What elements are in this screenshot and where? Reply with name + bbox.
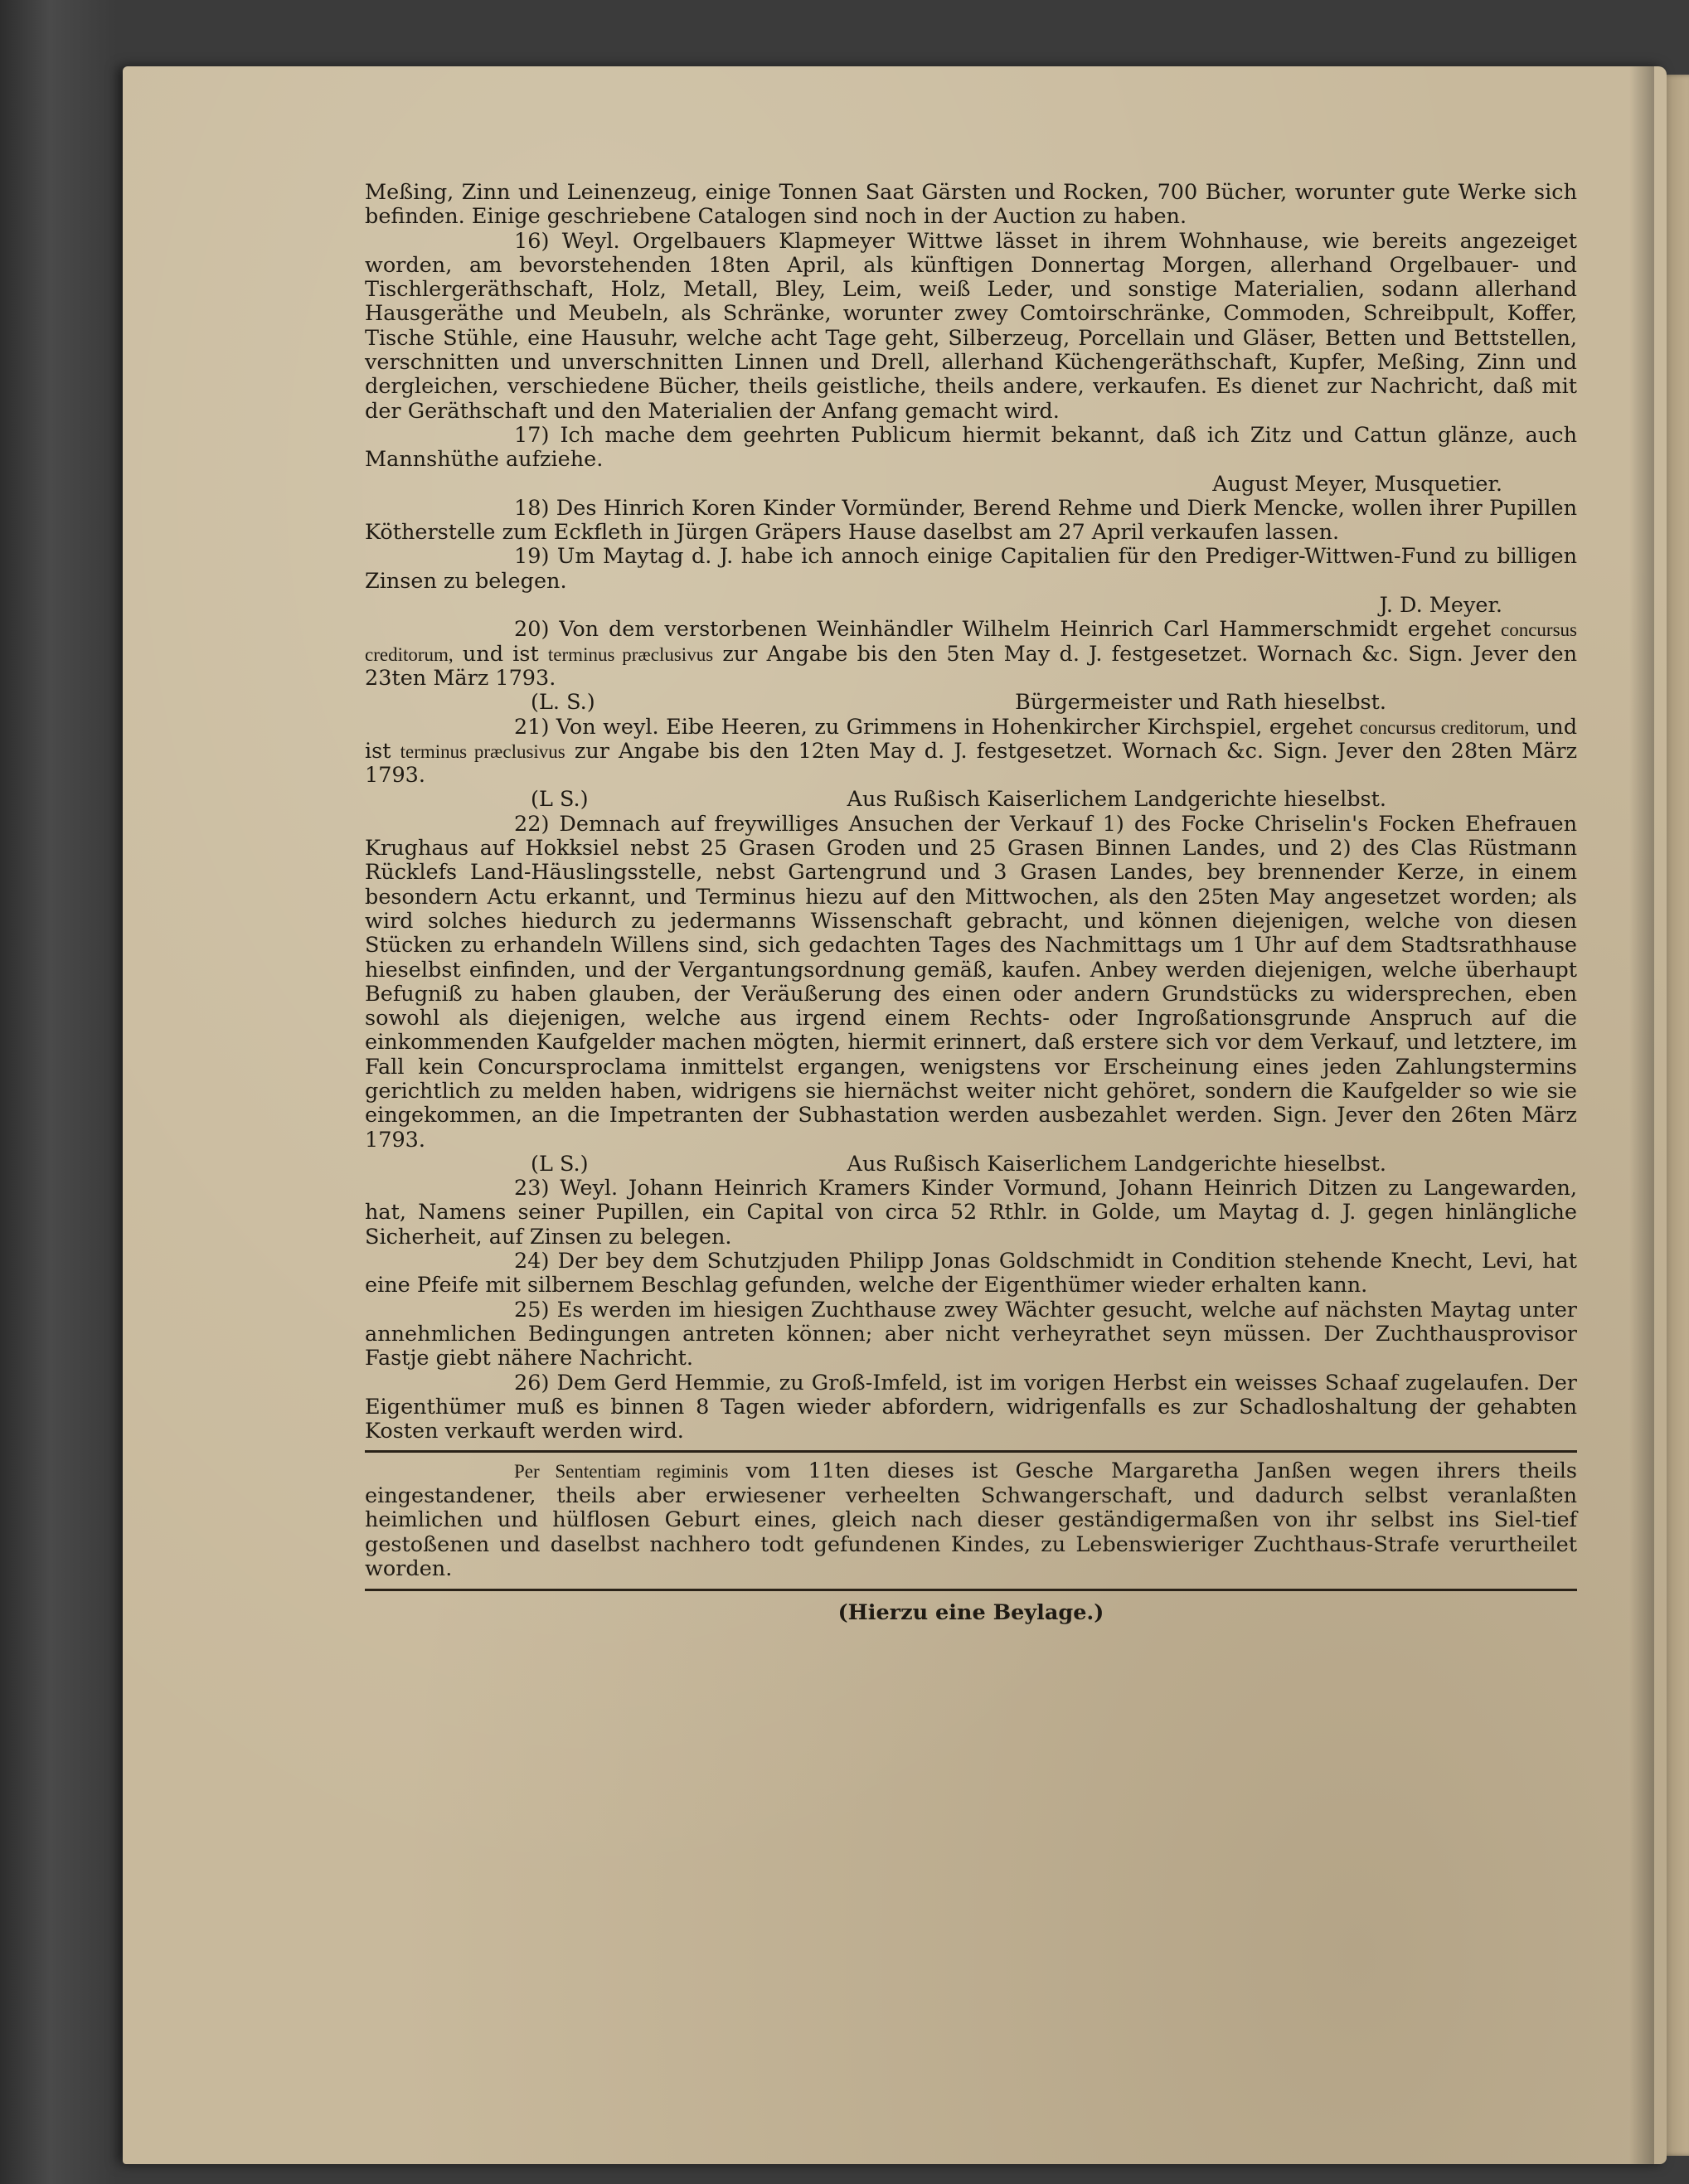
notice-19-signature: J. D. Meyer. xyxy=(1379,593,1502,619)
seal-ls: (L. S.) xyxy=(531,690,595,716)
document-text xyxy=(365,181,1577,1647)
notice-20 xyxy=(365,618,1577,691)
notice-21-text-c: zur Angabe bis den 12ten May d. J. festgesetzet. Wornach &c. Sign. Jever den 28ten März 1793. xyxy=(365,738,1578,789)
section-divider xyxy=(365,1450,1577,1453)
court-sentence xyxy=(365,1459,1577,1582)
court-sentence-text: vom 11ten dieses ist Gesche Margaretha Janßen wegen ihrers theils eingestandener, theils aber erwiesener verheelten Schwangerschaft, und dadurch selbst veranlaßten heimlichen und hülflosen Geburt eines, gleich nach dieser geständigermaßen von ihr selbst ins Siel-tief gestoßenen und daselbst nachhero todt gefundenen Kindes, zu Lebenswieriger Zuchthaus-Strafe verurtheilet worden. xyxy=(365,1458,1578,1582)
notice-26: 26) Dem Gerd Hemmie, zu Groß-Imfeld, ist im vorigen Herbst ein weisses Schaaf zugelaufen. Der Eigenthümer muß es binnen 8 Tagen wieder abfordern, widrigenfalls es zur Schadloshaltung der gehabten Kosten verkauft werden wird. xyxy=(365,1370,1577,1444)
court-sentence-latin: Per Sententiam regiminis xyxy=(514,1461,729,1483)
notice-19-text: 19) Um Maytag d. J. habe ich annoch einige Capitalien für den Prediger-Wittwen-Fund zu billigen Zinsen zu belegen. xyxy=(365,544,1577,594)
notice-20-text-c: zur Angabe bis den 5ten May d. J. festgesetzet. Wornach &c. Sign. Jever den 23ten März 1793. xyxy=(365,641,1577,691)
notice-22: 22) Demnach auf freywilliges Ansuchen der Verkauf 1) des Focke Chriselin's Focken Ehefrauen Krughaus auf Hokksiel nebst 25 Grasen Groden und 25 Grasen Binnen Landes, und 2) des Clas Rüstmann Rücklefs Land-Häuslingsstelle, nebst Gartengrund und 3 Grasen Landes, bey brennender Kerze, in einem besondern Actu erkannt, und Terminus hiezu auf den Mittwochen, als den 25ten May angesetzet worden; als wird solches hiedurch zu jedermanns Wissenschaft gebracht, und können diejenigen, welche von diesen Stücken zu erhandeln Willens sind, sich gedachten Tages des Nachmittags um 1 Uhr auf dem Stadtsrathhause hieselbst einfinden, und der Vergantungsordnung gemäß, kaufen. Anbey werden diejenigen, welche überhaupt Befugniß zu haben glauben, der Veräußerung des einen oder andern Grundstücks zu widersprechen, eben sowohl als diejenigen, welche aus irgend einem Rechts- oder Ingroßationsgrunde Anspruch auf die einkommenden Kaufgelder machen mögten, hiermit erinnert, daß erstere sich vor dem Verkauf, und letztere, im Fall kein Concursproclama inmittelst ergangen, wenigstens vor Erscheinung eines jeden Zahlungstermins gerichtlich zu melden haben, widrigens sie hiernächst weiter nicht gehöret, sondern die Kaufgelder so wie sie eingekommen, an die Impetranten der Subhastation werden ausbezahlet werden. Sign. Jever den 26ten März 1793. xyxy=(365,811,1577,1153)
paragraph-continuation: Meßing, Zinn und Leinenzeug, einige Tonnen Saat Gärsten und Rocken, 700 Bücher, worunter gute Werke sich befinden. Einige geschriebene Catalogen sind noch in der Auction zu haben. xyxy=(365,180,1577,230)
notice-20-seal-row xyxy=(365,691,1577,715)
seal-ls: (L S.) xyxy=(531,1151,589,1177)
notice-18: 18) Des Hinrich Koren Kinder Vormünder, Berend Rehme und Dierk Mencke, wollen ihrer Pupillen Kötherstelle zum Eckfleth in Jürgen Gräpers Hause daselbst am 27 April verkaufen lassen. xyxy=(365,495,1577,546)
notice-21-text-b: und ist xyxy=(365,714,1578,764)
notice-21-signature: Aus Rußisch Kaiserlichem Landgerichte hieselbst. xyxy=(847,787,1386,813)
notice-25: 25) Es werden im hiesigen Zuchthause zwey Wächter gesucht, welche auf nächsten Maytag unter annehmlichen Bedingungen antreten können; aber nicht verheyrathet seyn müssen. Der Zuchthausprovisor Fastje giebt nähere Nachricht. xyxy=(365,1297,1577,1371)
notice-21-seal-row xyxy=(365,788,1577,812)
notice-23: 23) Weyl. Johann Heinrich Kramers Kinder Vormund, Johann Heinrich Ditzen zu Langewarden, hat, Namens seiner Pupillen, ein Capital von circa 52 Rthlr. in Golde, um Maytag d. J. gegen hinlängliche Sicherheit, auf Zinsen zu belegen. xyxy=(365,1176,1577,1250)
notice-21-latin-a: concursus creditorum, xyxy=(1359,716,1530,738)
notice-20-signature: Bürgermeister und Rath hieselbst. xyxy=(1015,690,1386,716)
notice-20-latin-a: concursus creditorum, xyxy=(365,619,1577,665)
notice-16: 16) Weyl. Orgelbauers Klapmeyer Wittwe lässet in ihrem Wohnhause, wie bereits angezeiget worden, am bevorstehenden 18ten April, als künftigen Donnertag Morgen, allerhand Orgelbauer- und Tischlergeräthschaft, Holz, Metall, Bley, Leim, weiß Leder, und sonstige Materialien, sodann allerhand Hausgeräthe und Meubeln, als Schränke, worunter zwey Comtoirschränke, Commoden, Schreibpult, Koffer, Tische Stühle, eine Hausuhr, welche acht Tage geht, Silberzeug, Porcellain und Gläser, Betten und Bettstellen, verschnitten und unverschnitten Linnen und Drell, allerhand Küchengeräthschaft, Kupfer, Meßing, Zinn und dergleichen, verschiedene Bücher, theils geistliche, theils andere, verkaufen. Es dienet zur Nachricht, daß mit der Geräthschaft und den Materialien der Anfang gemacht wird. xyxy=(365,228,1577,424)
notice-20-text-a: 20) Von dem verstorbenen Weinhändler Wilhelm Heinrich Carl Hammerschmidt ergehet xyxy=(514,617,1492,643)
supplement-note: (Hierzu eine Beylage.) xyxy=(837,1599,1104,1625)
notice-19 xyxy=(365,545,1577,618)
footer-divider xyxy=(365,1589,1577,1591)
notice-22-seal-row xyxy=(365,1153,1577,1177)
notice-21-text-a: 21) Von weyl. Eibe Heeren, zu Grimmens in Hohenkircher Kirchspiel, ergehet xyxy=(514,714,1353,740)
notice-24: 24) Der bey dem Schutzjuden Philipp Jonas Goldschmidt in Condition stehende Knecht, Levi, hat eine Pfeife mit silbernem Beschlag gefunden, welche der Eigenthümer wieder erhalten kann. xyxy=(365,1249,1577,1298)
page-gutter-shadow xyxy=(1629,66,1654,2164)
notice-21-latin-b: terminus præclusivus xyxy=(400,740,565,762)
notice-17 xyxy=(365,424,1577,497)
notice-20-text-b: und ist xyxy=(462,641,539,667)
seal-ls: (L S.) xyxy=(531,787,589,813)
notice-17-signature: August Meyer, Musquetier. xyxy=(1212,471,1502,497)
notice-21 xyxy=(365,716,1577,789)
notice-17-text: 17) Ich mache dem geehrten Publicum hiermit bekannt, daß ich Zitz und Cattun glänze, auch Mannshüthe aufziehe. xyxy=(365,422,1577,473)
notice-22-signature: Aus Rußisch Kaiserlichem Landgerichte hieselbst. xyxy=(847,1151,1386,1177)
notice-20-latin-b: terminus præclusivus xyxy=(547,643,714,665)
